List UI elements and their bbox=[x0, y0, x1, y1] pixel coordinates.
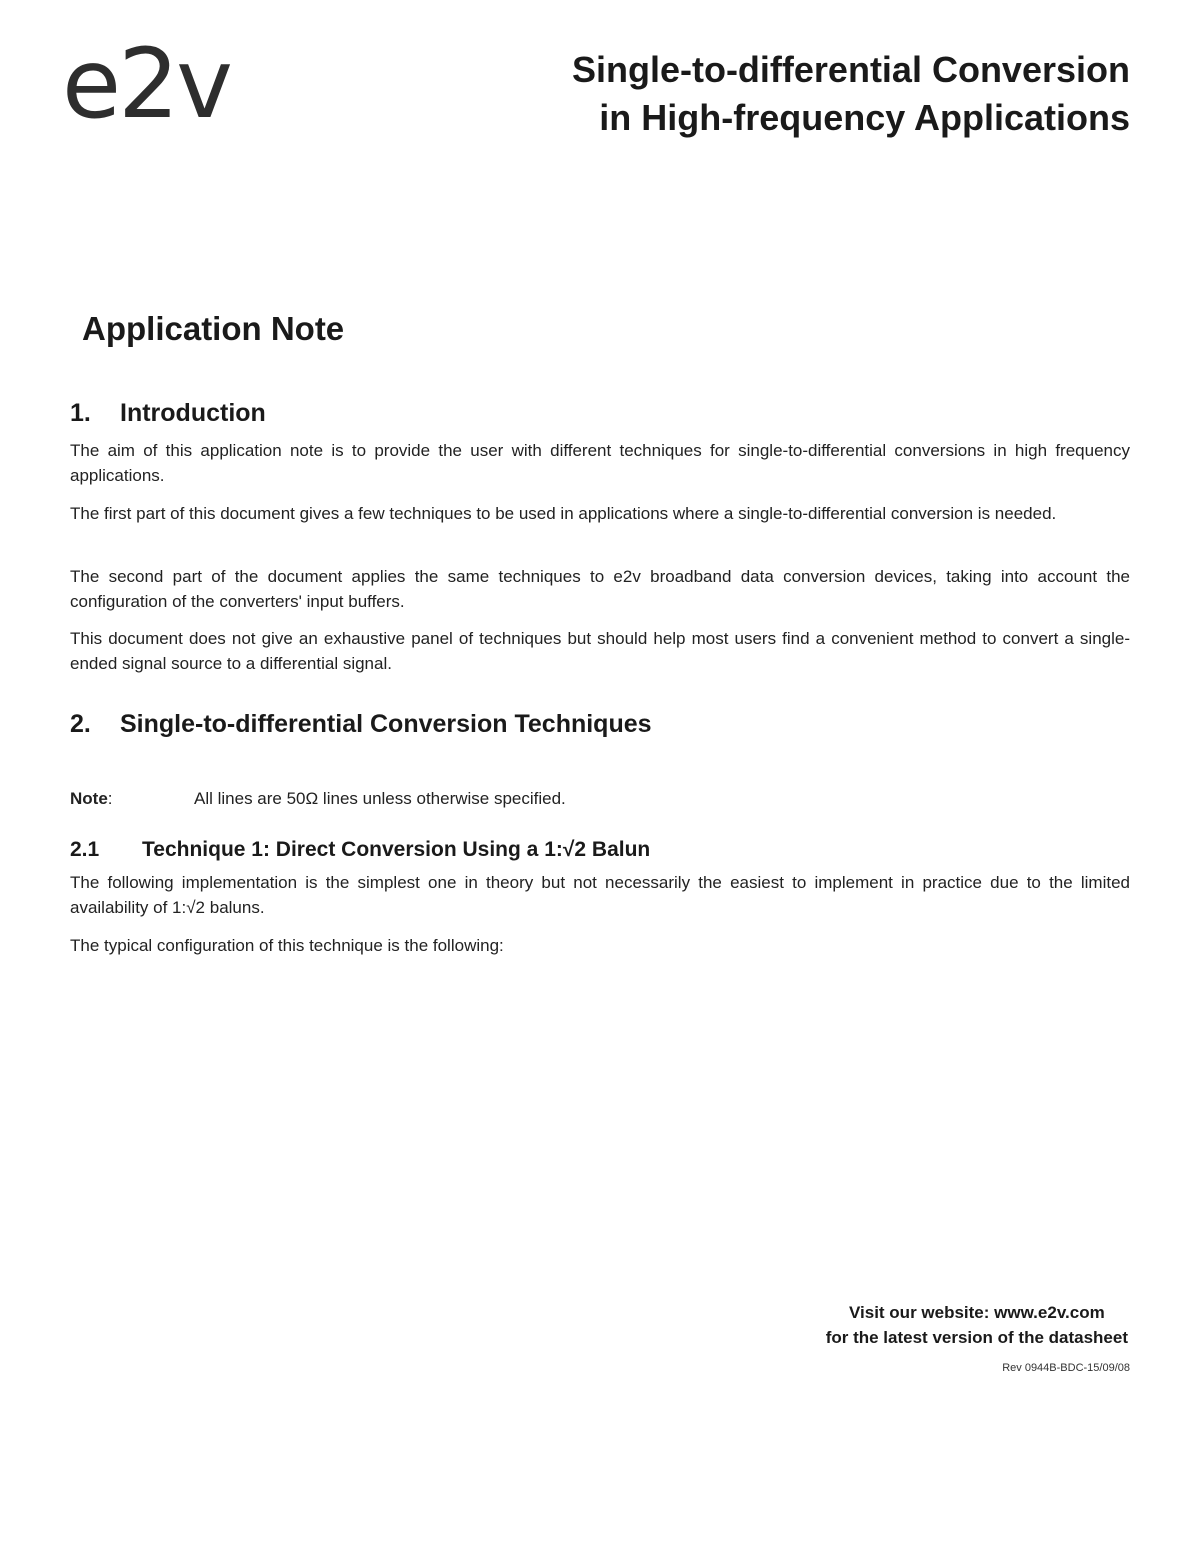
document-title-line2: in High-frequency Applications bbox=[599, 97, 1130, 138]
note-row bbox=[70, 786, 566, 811]
intro-paragraph-4: This document does not give an exhaustive panel of techniques but should help most users find a convenient method to convert a single-ended signal source to a differential signal. bbox=[70, 629, 1130, 673]
document-title-line1: Single-to-differential Conversion bbox=[571, 49, 1130, 90]
document-title bbox=[572, 46, 1130, 142]
application-note-heading: Application Note bbox=[82, 310, 345, 347]
intro-paragraph-2: The first part of this document gives a few techniques to be used in applications where a single-to-differential conversion is needed. bbox=[70, 504, 1057, 523]
section-2-1-heading bbox=[70, 838, 650, 862]
note-label-colon: : bbox=[107, 789, 113, 808]
note-text: All lines are 50Ω lines unless otherwise specified. bbox=[194, 789, 566, 808]
section-2-1-title: Technique 1: Direct Conversion Using a 1:√2 Balun bbox=[142, 838, 651, 861]
website-notice bbox=[826, 1300, 1128, 1350]
section-1-heading bbox=[70, 399, 266, 428]
intro-paragraph-1: The aim of this application note is to provide the user with different techniques for single-to-differential conversions in high frequency applications. bbox=[70, 441, 1130, 485]
intro-paragraph-3: The second part of the document applies the same techniques to e2v broadband data conversion devices, taking into account the configuration of the converters' input buffers. bbox=[70, 567, 1130, 611]
technique-1-paragraph-1: The following implementation is the simplest one in theory but not necessarily the easiest to implement in practice due to the limited availability of 1:√2 baluns. bbox=[70, 873, 1130, 917]
section-1-title: Introduction bbox=[120, 399, 266, 427]
section-1-number: 1. bbox=[70, 399, 91, 427]
website-notice-line2: for the latest version of the datasheet bbox=[825, 1328, 1128, 1347]
revision-code: Rev 0944B-BDC-15/09/08 bbox=[1002, 1362, 1130, 1374]
note-label bbox=[70, 786, 194, 811]
section-2-heading bbox=[70, 710, 652, 739]
section-2-number: 2. bbox=[70, 710, 91, 738]
website-notice-line1: Visit our website: www.e2v.com bbox=[848, 1303, 1105, 1322]
section-2-title: Single-to-differential Conversion Techniques bbox=[120, 710, 652, 738]
technique-1-paragraph-2: The typical configuration of this technique is the following: bbox=[70, 936, 504, 955]
note-label-text: Note bbox=[70, 789, 108, 808]
section-2-1-number: 2.1 bbox=[70, 838, 100, 861]
e2v-logo: e2v bbox=[62, 28, 230, 140]
